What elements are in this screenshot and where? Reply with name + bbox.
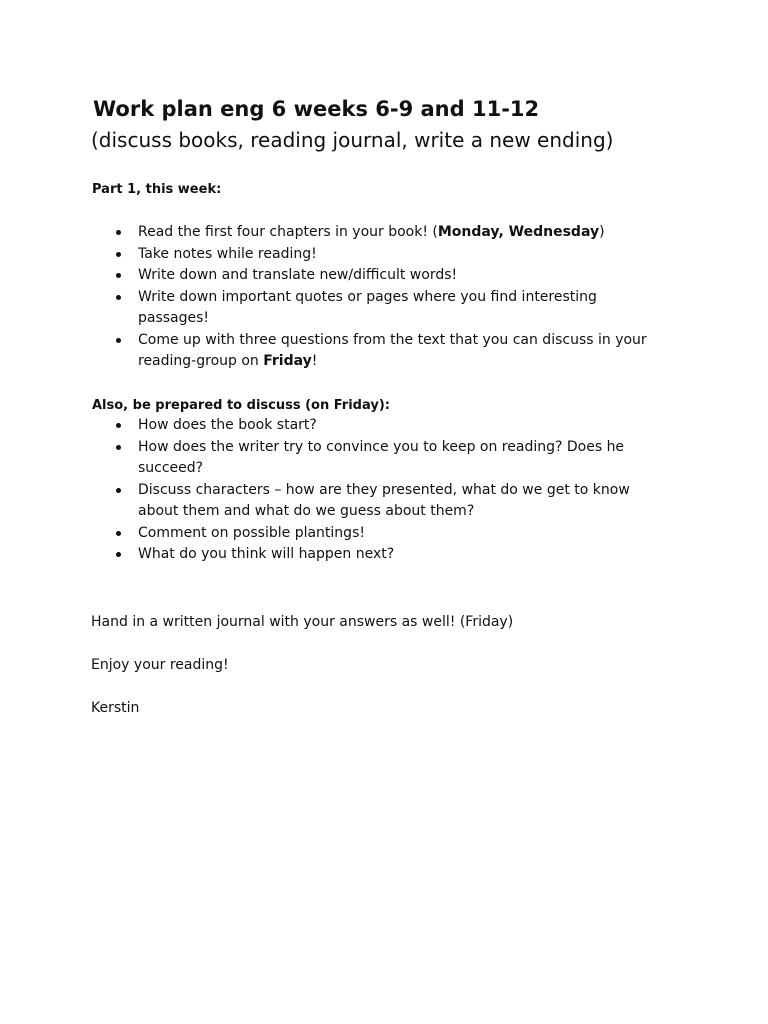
bullet-icon <box>116 295 121 300</box>
bullet-icon <box>116 531 121 536</box>
discussion-list <box>0 415 768 566</box>
list-item-text: How does the book start? <box>138 417 317 433</box>
closing-line: Enjoy your reading! <box>91 657 229 673</box>
list-item-emphasis: Friday <box>263 353 312 369</box>
list-item <box>0 415 664 437</box>
list-item <box>0 222 664 244</box>
bullet-icon <box>116 338 121 343</box>
list-item-text: Write down important quotes or pages where you find interesting passages! <box>138 288 597 326</box>
part1-list <box>0 222 768 373</box>
bullet-icon <box>116 445 121 450</box>
list-item-text: Discuss characters – how are they presented, what do we get to know about them and what do we guess about them? <box>138 481 630 519</box>
bullet-icon <box>116 423 121 428</box>
list-item-text: Comment on possible plantings! <box>138 524 365 541</box>
list-item <box>0 480 664 523</box>
hand-in-note: Hand in a written journal with your answers as well! (Friday) <box>91 614 514 630</box>
list-item-text: ! <box>311 353 318 369</box>
bullet-icon <box>116 552 121 557</box>
bullet-icon <box>116 230 121 235</box>
list-item <box>0 544 664 566</box>
list-item-text: How does the writer try to convince you to keep on reading? Does he succeed? <box>138 438 625 476</box>
list-item <box>0 523 664 545</box>
page-subtitle: (discuss books, reading journal, write a new ending) <box>91 128 614 152</box>
list-item-text: Write down and translate new/difficult words! <box>138 267 458 283</box>
list-item-text: ) <box>599 224 605 240</box>
page-title: Work plan eng 6 weeks 6-9 and 11-12 <box>93 97 540 121</box>
list-item-text: What do you think will happen next? <box>138 546 395 562</box>
list-item-emphasis: Monday, Wednesday <box>437 224 600 240</box>
list-item-text: Come up with three questions from the text that you can discuss in your reading-group on <box>138 331 647 369</box>
list-item <box>0 437 664 480</box>
signature: Kerstin <box>91 700 140 716</box>
list-item <box>0 265 664 287</box>
bullet-icon <box>116 273 121 278</box>
bullet-icon <box>116 488 121 493</box>
list-item <box>0 287 664 330</box>
part1-heading: Part 1, this week: <box>92 182 222 197</box>
also-heading: Also, be prepared to discuss (on Friday): <box>92 398 390 413</box>
list-item-text: Read the first four chapters in your book! ( <box>138 224 438 240</box>
list-item <box>0 244 664 266</box>
list-item <box>0 330 664 373</box>
bullet-icon <box>116 252 121 257</box>
list-item-text: Take notes while reading! <box>138 245 317 262</box>
